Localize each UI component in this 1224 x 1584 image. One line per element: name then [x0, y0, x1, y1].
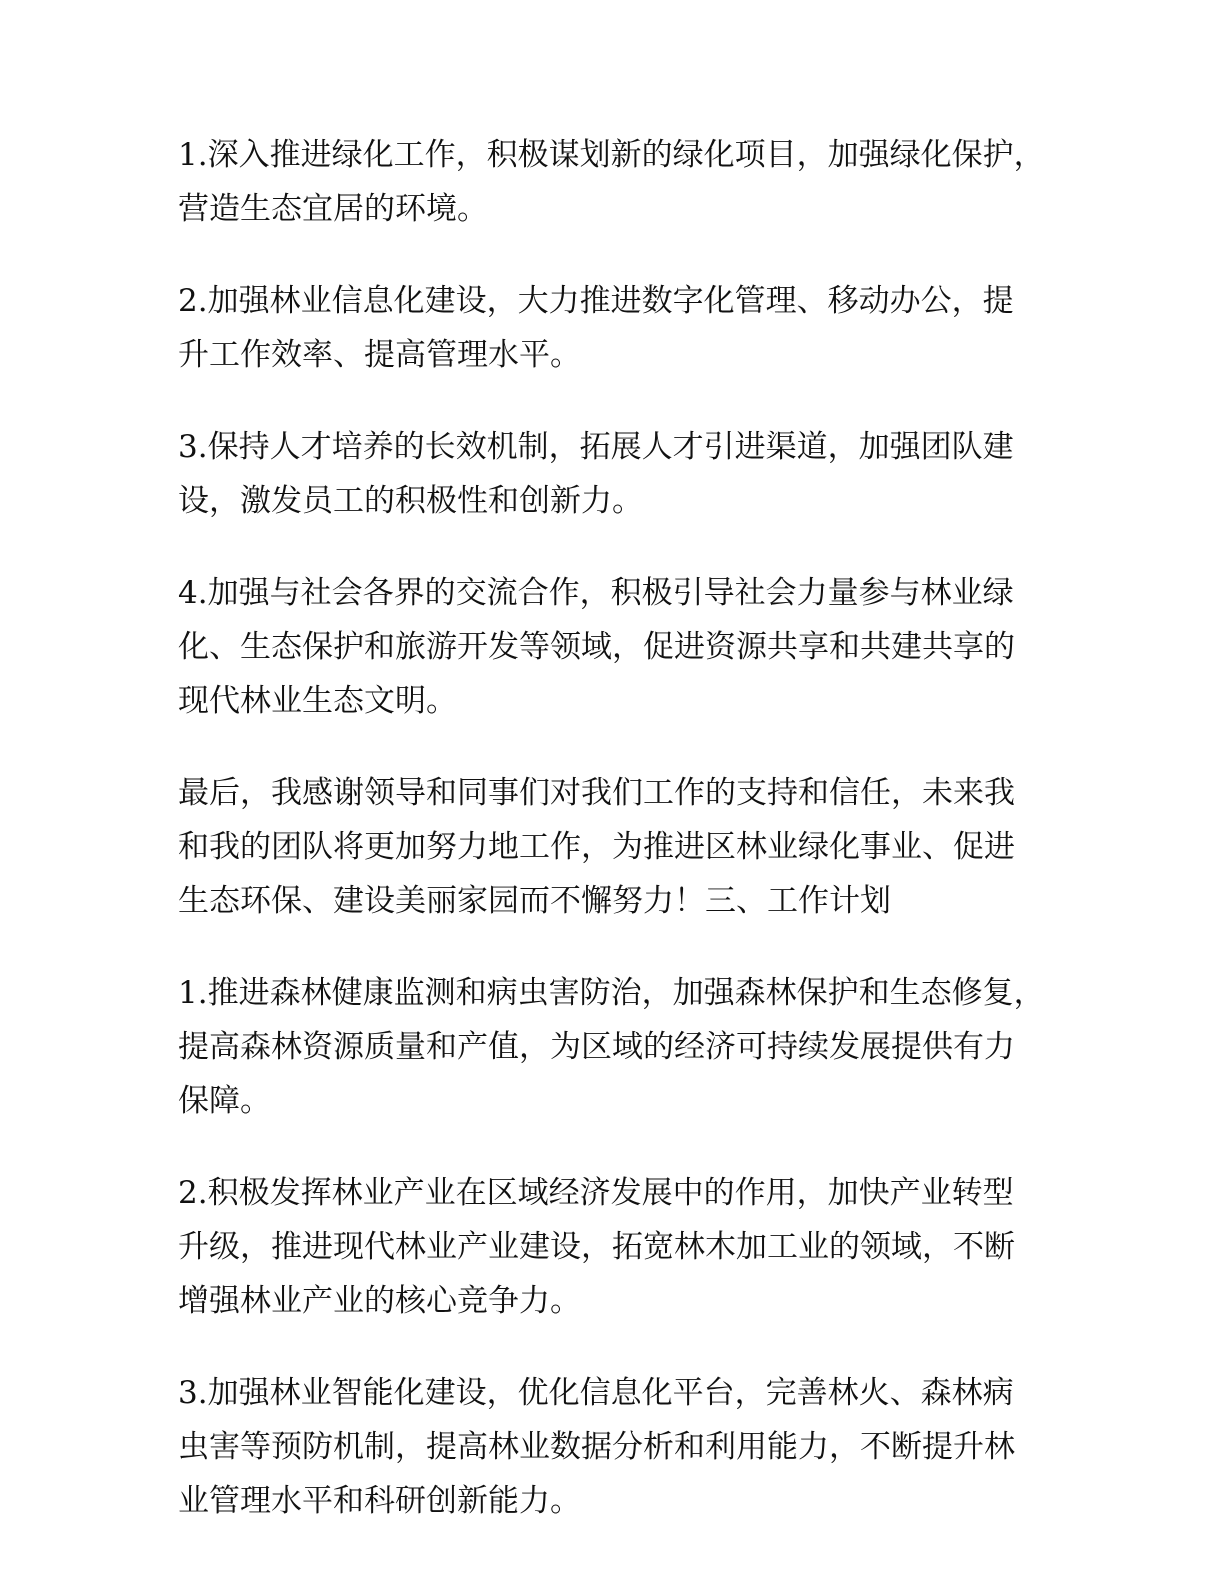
text-line: 提高森林资源质量和产值，为区域的经济可持续发展提供有力 [178, 1029, 1015, 1065]
text-line: 4.加强与社会各界的交流合作，积极引导社会力量参与林业绿 [178, 575, 1014, 611]
text-line: 1.推进森林健康监测和病虫害防治，加强森林保护和生态修复， [178, 975, 1045, 1011]
text-line: 3.保持人才培养的长效机制，拓展人才引进渠道，加强团队建 [178, 429, 1014, 465]
text-line: 虫害等预防机制，提高林业数据分析和利用能力，不断提升林 [178, 1429, 1015, 1465]
text-line: 现代林业生态文明。 [178, 683, 457, 719]
text-line: 营造生态宜居的环境。 [178, 191, 488, 227]
text-line: 保障。 [178, 1083, 271, 1119]
text-line: 1.深入推进绿化工作，积极谋划新的绿化项目，加强绿化保护， [178, 137, 1045, 173]
paragraph-informatization [178, 274, 1048, 382]
text-line: 化、生态保护和旅游开发等领域，促进资源共享和共建共享的 [178, 629, 1015, 665]
text-line: 生态环保、建设美丽家园而不懈努力！三、工作计划 [178, 883, 891, 919]
paragraph-green-work [178, 128, 1048, 236]
paragraph-plan-intelligence [178, 1366, 1048, 1528]
text-line: 设，激发员工的积极性和创新力。 [178, 483, 643, 519]
text-line: 升工作效率、提高管理水平。 [178, 337, 581, 373]
paragraph-talent [178, 420, 1048, 528]
text-line: 业管理水平和科研创新能力。 [178, 1483, 581, 1519]
paragraph-plan-industry [178, 1166, 1048, 1328]
document-body [178, 128, 1048, 1566]
text-line: 升级，推进现代林业产业建设，拓宽林木加工业的领域，不断 [178, 1229, 1015, 1265]
text-line: 最后，我感谢领导和同事们对我们工作的支持和信任，未来我 [178, 775, 1015, 811]
text-line: 和我的团队将更加努力地工作，为推进区林业绿化事业、促进 [178, 829, 1015, 865]
paragraph-cooperation [178, 566, 1048, 728]
paragraph-closing-thanks [178, 766, 1048, 928]
text-line: 2.加强林业信息化建设，大力推进数字化管理、移动办公，提 [178, 283, 1014, 319]
paragraph-plan-forest-health [178, 966, 1048, 1128]
text-line: 2.积极发挥林业产业在区域经济发展中的作用，加快产业转型 [178, 1175, 1014, 1211]
text-line: 3.加强林业智能化建设，优化信息化平台，完善林火、森林病 [178, 1375, 1014, 1411]
text-line: 增强林业产业的核心竞争力。 [178, 1283, 581, 1319]
